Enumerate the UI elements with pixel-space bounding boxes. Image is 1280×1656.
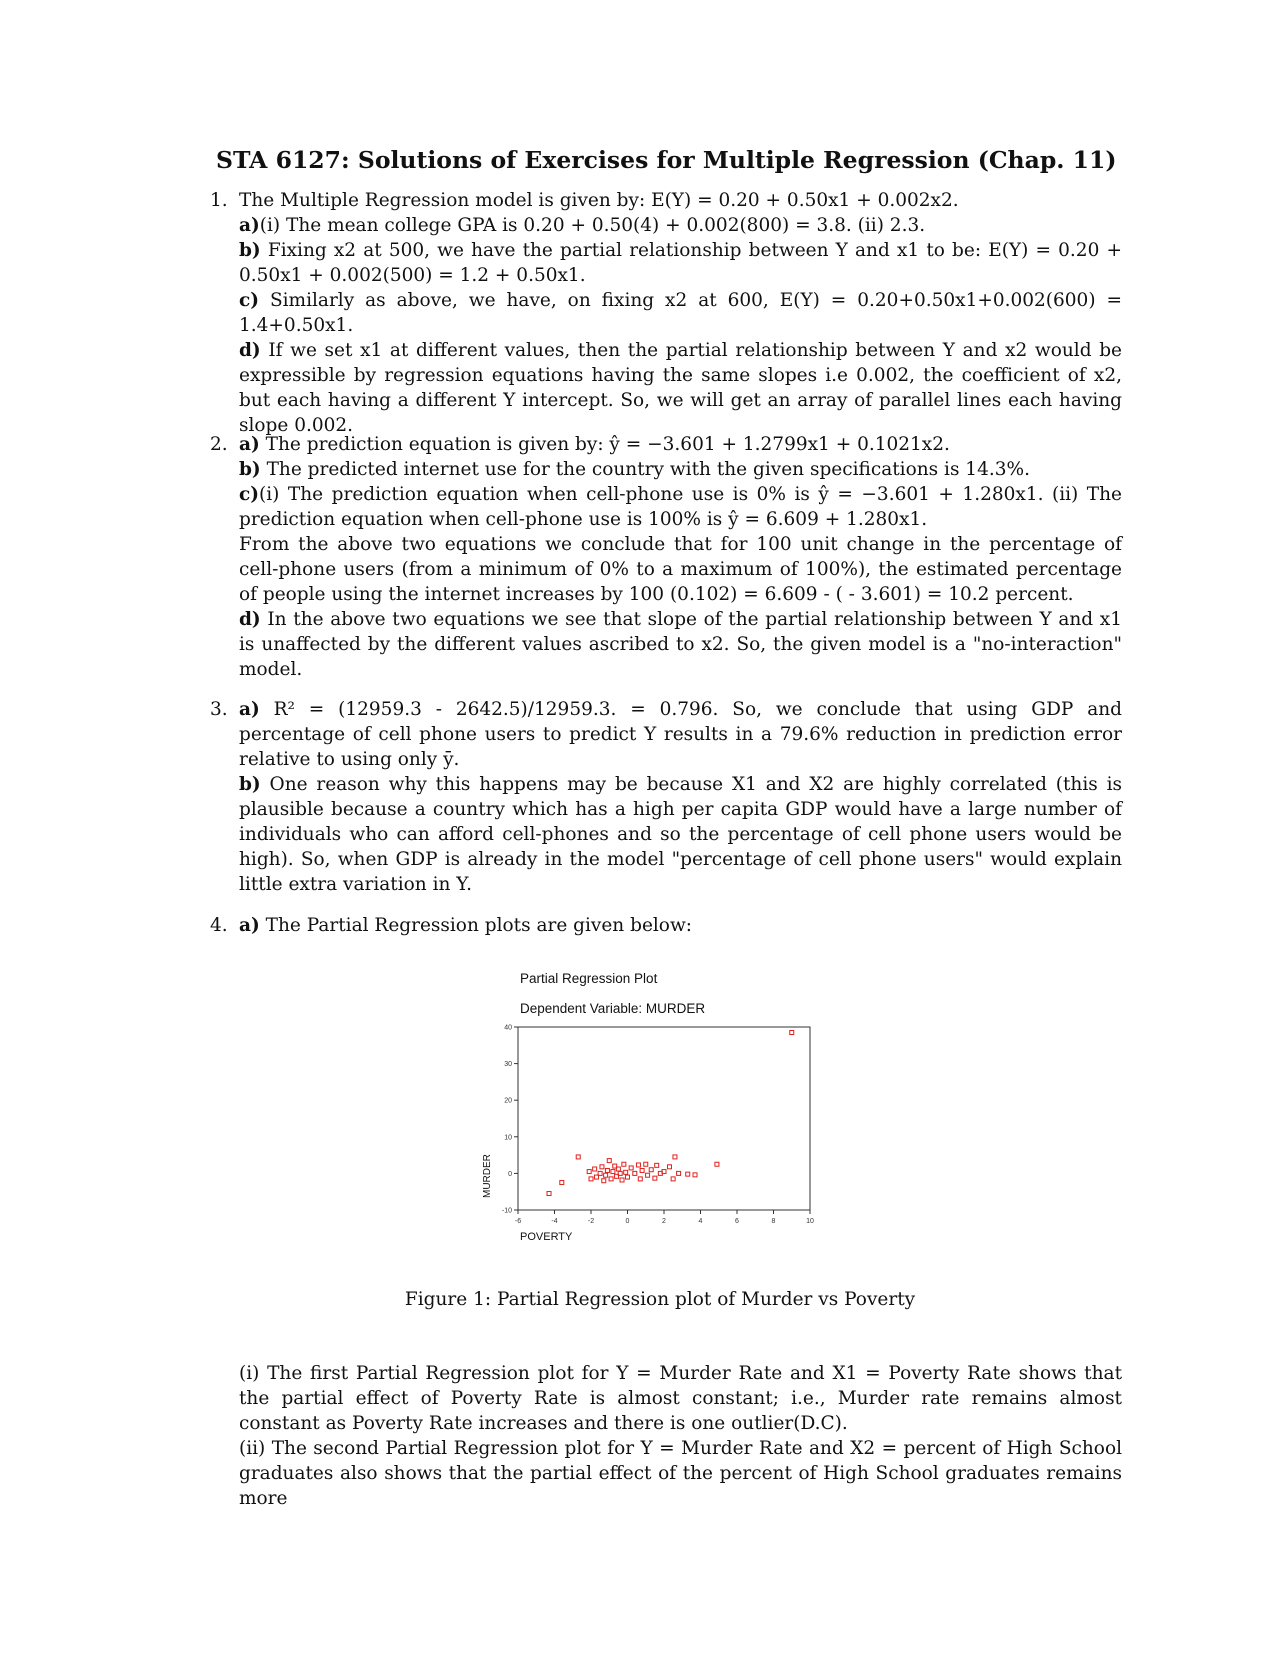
scatter-point bbox=[667, 1165, 671, 1169]
scatter-point bbox=[686, 1172, 690, 1176]
q2-d-label: d) bbox=[239, 609, 261, 630]
scatter-point bbox=[638, 1177, 642, 1181]
scatter-point bbox=[629, 1166, 633, 1170]
y-tick-label: 40 bbox=[504, 1024, 512, 1032]
y-tick-label: 20 bbox=[504, 1097, 512, 1105]
scatter-point bbox=[693, 1173, 697, 1177]
plot-frame bbox=[518, 1027, 810, 1210]
scatter-point bbox=[622, 1162, 626, 1166]
scatter-point bbox=[640, 1168, 644, 1172]
q2-c-label: c) bbox=[239, 484, 260, 505]
x-tick-label: -4 bbox=[551, 1218, 558, 1225]
scatter-point bbox=[604, 1173, 608, 1177]
x-tick-label: 2 bbox=[662, 1218, 666, 1225]
scatter-chart bbox=[470, 970, 830, 1270]
scatter-point bbox=[633, 1171, 637, 1175]
scatter-point bbox=[609, 1177, 613, 1181]
question-number: 3. bbox=[210, 699, 228, 720]
chart-title: Partial Regression Plot bbox=[520, 971, 658, 986]
y-tick-label: 0 bbox=[508, 1170, 512, 1178]
page-title: STA 6127: Solutions of Exercises for Multiple Regression (Chap. 11) bbox=[216, 146, 1117, 174]
y-axis-label: MURDER bbox=[482, 1154, 493, 1198]
scatter-point bbox=[655, 1163, 659, 1167]
scatter-point bbox=[602, 1179, 606, 1183]
q4-a-label: a) bbox=[239, 915, 260, 936]
q1-b-label: b) bbox=[239, 240, 261, 261]
scatter-point bbox=[624, 1170, 628, 1174]
scatter-point bbox=[576, 1155, 580, 1159]
question-body bbox=[239, 432, 1122, 682]
scatter-point bbox=[607, 1159, 611, 1163]
q2-d-text: In the above two equations we see that slope of the partial relationship between Y and x1 is unaffected by the different values ascribed to x2. So, the given model is a "no-interaction" model. bbox=[239, 609, 1122, 680]
scatter-point bbox=[620, 1178, 624, 1182]
x-tick-label: 0 bbox=[625, 1218, 630, 1225]
question-body bbox=[239, 188, 1122, 438]
chart-subtitle: Dependent Variable: MURDER bbox=[520, 1001, 706, 1016]
x-tick-label: -2 bbox=[587, 1218, 595, 1225]
q1-intro: The Multiple Regression model is given by: E(Y) = 0.20 + 0.50x1 + 0.002x2. bbox=[239, 190, 959, 211]
y-tick-label: -10 bbox=[501, 1207, 512, 1215]
x-tick-label: 8 bbox=[771, 1218, 776, 1225]
scatter-point bbox=[671, 1177, 675, 1181]
scatter-point bbox=[646, 1173, 650, 1177]
x-tick-label: 6 bbox=[735, 1218, 739, 1225]
scatter-point bbox=[626, 1175, 630, 1179]
q2-a-text: The prediction equation is given by: ŷ = −3.601 + 1.2799x1 + 0.1021x2. bbox=[265, 434, 950, 455]
q1-a-text: (i) The mean college GPA is 0.20 + 0.50(4) + 0.002(800) = 3.8. (ii) 2.3. bbox=[259, 215, 926, 236]
q3-b-label: b) bbox=[239, 774, 261, 795]
question-body bbox=[239, 913, 1122, 938]
q4-a-text: The Partial Regression plots are given below: bbox=[265, 915, 693, 936]
scatter-point bbox=[611, 1170, 615, 1174]
scatter-point bbox=[593, 1167, 597, 1171]
x-tick-label: 4 bbox=[698, 1218, 703, 1225]
x-axis-label: POVERTY bbox=[520, 1231, 573, 1243]
q4-part-ii: (ii) The second Partial Regression plot for Y = Murder Rate and X2 = percent of High School graduates also shows that the partial effect of the percent of High School graduates remains more bbox=[239, 1438, 1122, 1509]
data-points bbox=[547, 1030, 794, 1195]
x-axis bbox=[515, 1210, 814, 1225]
question-number: 2. bbox=[210, 434, 228, 455]
q2-c-text: (i) The prediction equation when cell-phone use is 0% is ŷ = −3.601 + 1.280x1. (ii) The prediction equation when cell-phone use is 100% is ŷ = 6.609 + 1.280x1. bbox=[239, 484, 1122, 530]
q4-part-i: (i) The first Partial Regression plot for Y = Murder Rate and X1 = Poverty Rate shows that the partial effect of Poverty Rate is almost constant; i.e., Murder rate remains almost constant as Poverty Rate increases and there is one outlier(D.C). bbox=[239, 1363, 1122, 1434]
scatter-point bbox=[677, 1171, 681, 1175]
scatter-point bbox=[715, 1162, 719, 1166]
scatter-point bbox=[790, 1030, 794, 1034]
scatter-point bbox=[649, 1168, 653, 1172]
x-tick-label: -6 bbox=[514, 1218, 522, 1225]
question-number: 4. bbox=[210, 915, 228, 936]
q1-d-text: If we set x1 at different values, then the partial relationship between Y and x2 would be expressible by regression equations having the same slopes i.e 0.002, the coefficient of x2, but each having a different Y intercept. So, we will get an array of parallel lines each having slope 0.002. bbox=[239, 340, 1122, 436]
q3-a-text: R² = (12959.3 - 2642.5)/12959.3. = 0.796. So, we conclude that using GDP and percentage of cell phone users to predict Y results in a 79.6% reduction in prediction error relative to using only ȳ. bbox=[239, 699, 1122, 770]
scatter-point bbox=[673, 1155, 677, 1159]
scatter-point bbox=[636, 1163, 640, 1167]
scatter-point bbox=[600, 1165, 604, 1169]
y-tick-label: 30 bbox=[504, 1061, 512, 1069]
q1-c-text: Similarly as above, we have, on fixing x2 at 600, E(Y) = 0.20+0.50x1+0.002(600) = 1.4+0.50x1. bbox=[239, 290, 1122, 336]
q2-b-text: The predicted internet use for the country with the given specifications is 14.3%. bbox=[266, 459, 1030, 480]
q1-a-label: a) bbox=[239, 215, 260, 236]
q4-discussion bbox=[239, 1361, 1122, 1511]
scatter-point bbox=[653, 1176, 657, 1180]
scatter-point bbox=[644, 1162, 648, 1166]
partial-regression-figure bbox=[470, 970, 830, 1270]
x-tick-label: 10 bbox=[806, 1218, 814, 1225]
q3-a-label: a) bbox=[239, 699, 260, 720]
y-tick-label: 10 bbox=[504, 1134, 512, 1142]
q1-b-text: Fixing x2 at 500, we have the partial relationship between Y and x1 to be: E(Y) = 0.20 + 0.50x1 + 0.002(500) = 1.2 + 0.50x1. bbox=[239, 240, 1122, 286]
q1-d-label: d) bbox=[239, 340, 261, 361]
y-axis bbox=[502, 1025, 518, 1215]
q1-c-label: c) bbox=[239, 290, 260, 311]
q2-a-label: a) bbox=[239, 434, 260, 455]
question-body bbox=[239, 697, 1122, 897]
q2-b-label: b) bbox=[239, 459, 261, 480]
question-number: 1. bbox=[210, 190, 228, 211]
scatter-point bbox=[547, 1192, 551, 1196]
q2-c-continuation: From the above two equations we conclude that for 100 unit change in the percentage of cell-phone users (from a minimum of 0% to a maximum of 100%), the estimated percentage of people using the internet increases by 100 (0.102) = 6.609 - ( - 3.601) = 10.2 percent. bbox=[239, 534, 1122, 605]
scatter-point bbox=[560, 1181, 564, 1185]
scatter-point bbox=[589, 1177, 593, 1181]
scatter-point bbox=[587, 1170, 591, 1174]
q3-b-text: One reason why this happens may be because X1 and X2 are highly correlated (this is plausible because a country which has a high per capita GDP would have a large number of individuals who can afford cell-phones and so the percentage of cell phone users would be high). So, when GDP is already in the model "percentage of cell phone users" would explain little extra variation in Y. bbox=[239, 774, 1122, 895]
scatter-point bbox=[605, 1168, 609, 1172]
figure-caption: Figure 1: Partial Regression plot of Murder vs Poverty bbox=[404, 1289, 916, 1310]
